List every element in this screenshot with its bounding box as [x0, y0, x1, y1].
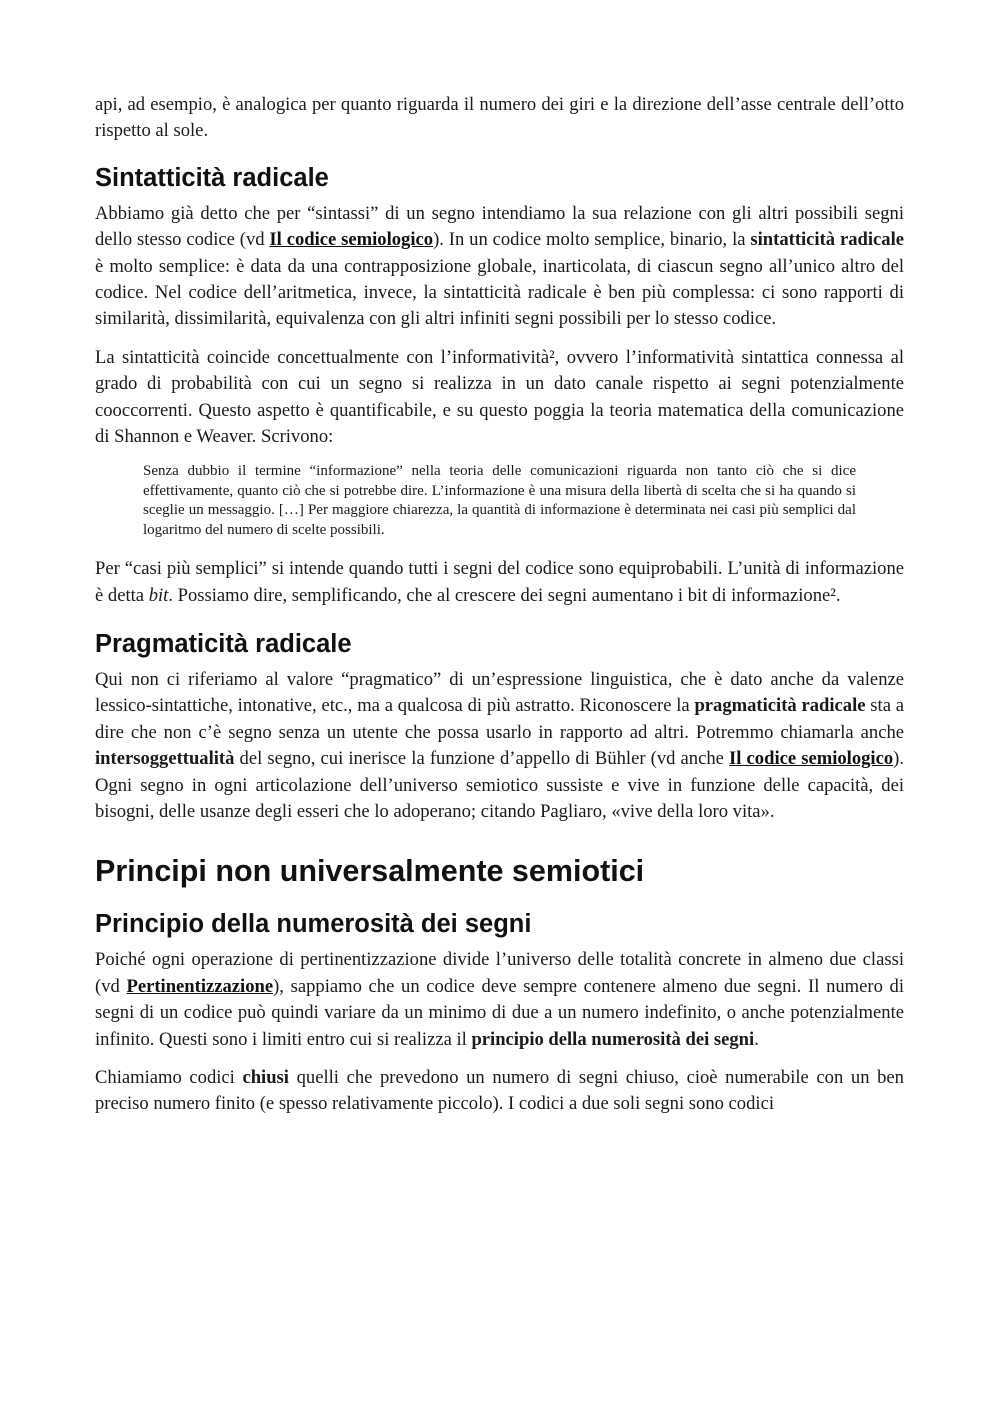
paragraph-intro [95, 92, 904, 145]
link-codice-semiologico[interactable]: Il codice semiologico [729, 748, 894, 770]
bold-term: pragmaticità radicale [694, 695, 866, 717]
heading-sintatticita: Sintatticità radicale [95, 163, 329, 192]
text: . Possiamo dire, semplificando, che al crescere dei segni aumentano i bit di informazione². [168, 584, 841, 606]
text: Chiamiamo codici [95, 1066, 243, 1088]
bold-term: intersoggettualità [95, 748, 235, 770]
heading-pragmaticita: Pragmaticità radicale [95, 629, 352, 658]
text: . [754, 1028, 759, 1050]
text: è molto semplice: è data da una contrapposizione globale, inarticolata, di ciascun segno all’unico altro del codice. Nel codice dell’aritmetica, invece, la sintatticità radicale è ben più complessa: ci sono rapporti di similarità, dissimilarità, equivalenza con gli altri infiniti segni possibili per lo stesso codice. [95, 255, 904, 330]
paragraph-numerosita-2 [95, 1065, 904, 1118]
paragraph-numerosita-1 [95, 947, 904, 1053]
italic-term: bit [148, 584, 169, 606]
link-codice-semiologico[interactable]: Il codice semiologico [269, 229, 434, 251]
paragraph-sintatticita-1 [95, 201, 904, 333]
text: Abbiamo già detto che per “sintassi” di un segno intendiamo la sua relazione con gli altri possibili segni dello stesso codice (vd [95, 202, 904, 251]
paragraph-sintatticita-3 [95, 556, 904, 609]
text: Poiché ogni operazione di pertinentizzazione divide l’universo delle totalità concrete in almeno due classi (vd [95, 949, 904, 997]
document-page [95, 92, 904, 1130]
text: ). In un codice molto semplice, binario, la [433, 229, 751, 251]
text: quelli che prevedono un numero di segni chiuso, cioè numerabile con un ben preciso numero finito (e spesso relativamente piccolo). I codici a due soli segni sono codici [95, 1066, 904, 1115]
text: api, ad esempio, è analogica per quanto riguarda il numero dei giri e la direzione dell’asse centrale dell’otto rispetto al sole. [95, 94, 904, 142]
text: Per “casi più semplici” si intende quando tutti i segni del codice sono equiprobabili. L’unità di informazione è detta [95, 558, 904, 606]
text: La sintatticità coincide concettualmente con l’informatività², ovvero l’informatività sintattica connessa al grado di probabilità con cui un segno si realizza in un dato canale rispetto ai segni potenzialmente cooccorrenti. Questo aspetto è quantificabile, e su questo poggia la teoria matematica della comunicazione di Shannon e Weaver. Scrivono: [95, 346, 904, 448]
heading-numerosita: Principio della numerosità dei segni [95, 910, 532, 939]
paragraph-sintatticita-2 [95, 345, 904, 451]
bold-term: chiusi [242, 1066, 289, 1088]
text: sta a dire che non c’è segno senza un utente che possa usarlo in rapporto ad altri. Potremmo chiamarla anche [95, 695, 904, 743]
text: Qui non ci riferiamo al valore “pragmatico” di un’espressione linguistica, che è dato anche da valenze lessico-sintattiche, intonative, etc., ma a qualcosa di più astratto. Riconoscere la [95, 668, 904, 717]
paragraph-pragmaticita [95, 667, 904, 825]
blockquote-shannon-weaver: Senza dubbio il termine “informazione” nella teoria delle comunicazioni riguarda non tanto ciò che si dice effettivamente, quanto ciò che si potrebbe dire. L’informazione è una misura della libertà di scelta che si ha quando si sceglie un messaggio. […] Per maggiore chiarezza, la quantità di informazione è determinata nei casi più semplici dal logaritmo del numero di scelte possibili. [143, 463, 856, 538]
bold-term: principio della numerosità dei segni [471, 1028, 755, 1050]
link-pertinentizzazione[interactable]: Pertinentizzazione [126, 975, 274, 997]
text: ), sappiamo che un codice deve sempre contenere almeno due segni. Il numero di segni di un codice può quindi variare da un minimo di due a un numero indefinito, o anche potenzialmente infinito. Questi sono i limiti entro cui si realizza il [95, 975, 905, 1050]
heading-principi: Principi non universalmente semiotici [95, 854, 645, 889]
bold-term: sintatticità radicale [750, 229, 904, 251]
text: ). Ogni segno in ogni articolazione dell’universo semiotico sussiste e vive in funzione delle capacità, dei bisogni, delle usanze degli esseri che lo adoperano; citando Pagliaro, «vive della loro vita». [95, 748, 904, 822]
text: del segno, cui inerisce la funzione d’appello di Bühler (vd anche [234, 748, 730, 770]
